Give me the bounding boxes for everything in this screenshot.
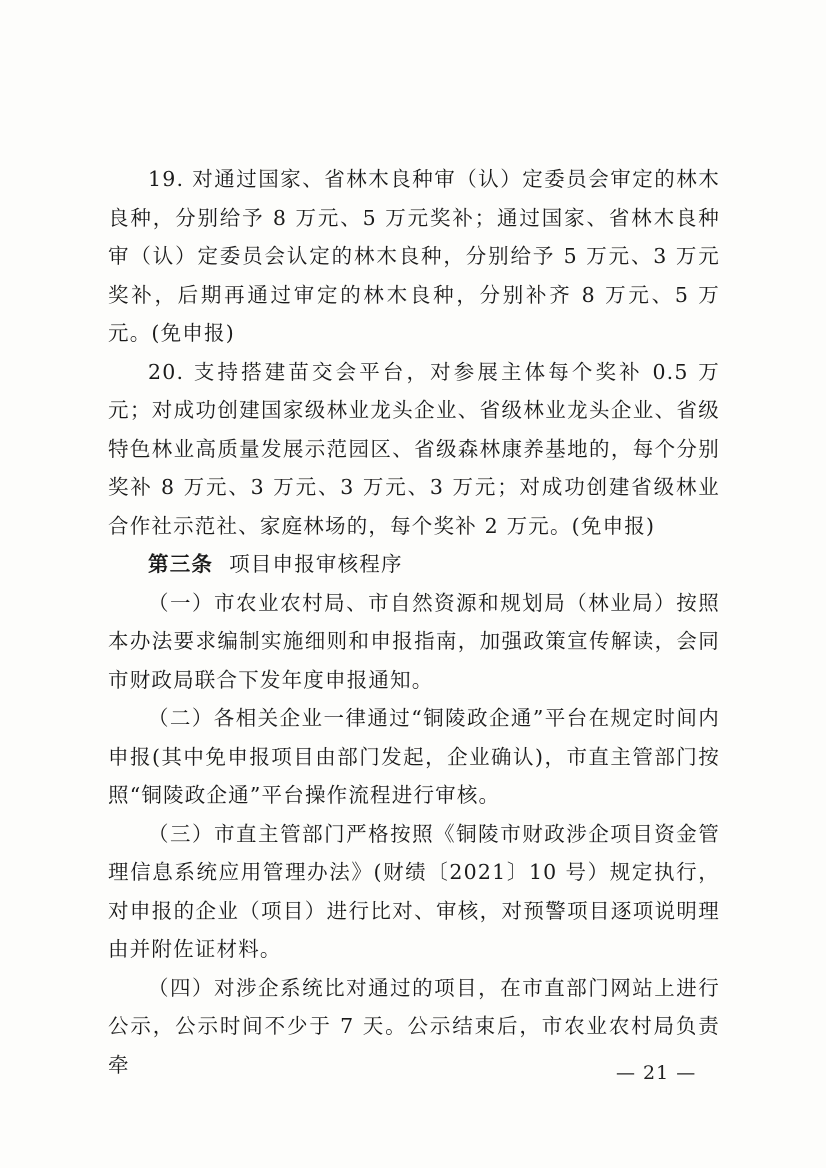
page-number: — 21 — — [616, 1062, 697, 1084]
article-three-line — [108, 545, 720, 584]
paragraph-item-19: 19. 对通过国家、省林木良种审（认）定委员会审定的林木良种，分别给予 8 万元、5 万元奖补；通过国家、省林木良种审（认）定委员会认定的林木良种，分别给予 5 万元、3 万元奖补，后期再通过审定的林木良种，分别补齐 8 万元、5 万元。(免申报) — [108, 167, 720, 345]
paragraph-item-20: 20. 支持搭建苗交会平台，对参展主体每个奖补 0.5 万元；对成功创建国家级林业龙头企业、省级林业龙头企业、省级特色林业高质量发展示范园区、省级森林康养基地的，每个分别奖补 8 万元、3 万元、3 万元、3 万元；对成功创建省级林业合作社示范社、家庭林场的，每个奖补 2 万元。(免申报) — [108, 359, 720, 538]
procedure-paragraph-2: （二）各相关企业一律通过“铜陵政企通”平台在规定时间内申报(其中免申报项目由部门发起，企业确认)，市直主管部门按照“铜陵政企通”平台操作流程进行审核。 — [108, 706, 720, 807]
article-title: 项目申报审核程序 — [229, 552, 403, 576]
article-heading: 第三条 — [148, 552, 214, 576]
procedure-paragraph-3: （三）市直主管部门严格按照《铜陵市财政涉企项目资金管理信息系统应用管理办法》(财绩〔2021〕10 号）规定执行，对申报的企业（项目）进行比对、审核，对预警项目逐项说明理由并附佐证材料。 — [108, 821, 720, 961]
procedure-paragraph-1: （一）市农业农村局、市自然资源和规划局（林业局）按照本办法要求编制实施细则和申报指南，加强政策宣传解读，会同市财政局联合下发年度申报通知。 — [108, 590, 720, 692]
document-body — [108, 160, 720, 1084]
procedure-paragraph-4: （四）对涉企系统比对通过的项目，在市直部门网站上进行公示，公示时间不少于 7 天。公示结束后，市农业农村局负责牵 — [108, 975, 720, 1077]
